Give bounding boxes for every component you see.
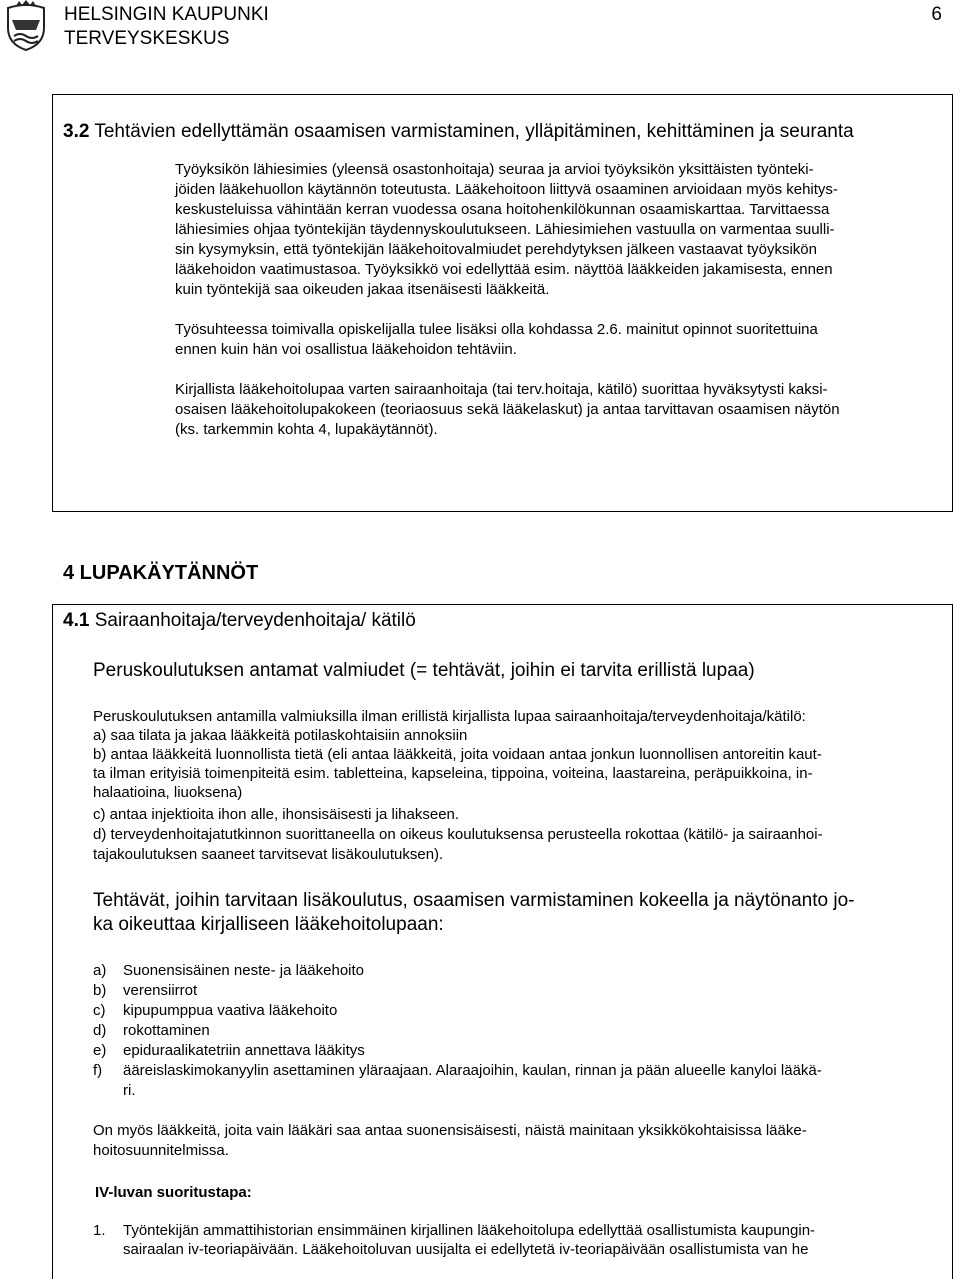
iv-list-text: Työntekijän ammattihistorian ensimmäinen kirjallinen lääkehoitolupa edellyttää osallistumista kaupungin-: [123, 1222, 816, 1239]
basic-line: ta ilman erityisiä toimenpiteitä esim. tabletteina, kapseleina, tippoina, voiteina, laastareina, peräpuikkoina, in-: [93, 765, 813, 782]
paragraph-line: lähiesimies ohjaa työntekijän täydennyskoulutukseen. Lähiesimiehen vastuulla on varmentaa suulli-: [175, 221, 835, 238]
basic-line: a) saa tilata ja jakaa lääkkeitä potilaskohtaisiin annoksiin: [93, 727, 468, 744]
helsinki-coat-of-arms-logo: [2, 0, 50, 52]
paragraph-line: osaisen lääkehoitolupakokeen (teoriaosuus sekä lääkelaskut) ja antaa tarvittavan osaamisen näytön: [175, 401, 840, 418]
list-item-text: rokottaminen: [123, 1022, 210, 1039]
iv-list-number: 1.: [93, 1222, 106, 1239]
section-title-text: Tehtävien edellyttämän osaamisen varmistaminen, ylläpitäminen, kehittäminen ja seuranta: [89, 121, 854, 142]
doctor-note-line: hoitosuunnitelmissa.: [93, 1142, 229, 1159]
paragraph-line: Työyksikön lähiesimies (yleensä osastonhoitaja) seuraa ja arvioi työyksikön yksittäisten työnteki-: [175, 161, 814, 178]
paragraph-line: Työsuhteessa toimivalla opiskelijalla tulee lisäksi olla kohdassa 2.6. mainitut opinnot suoritettuina: [175, 321, 818, 338]
basic-line: b) antaa lääkkeitä luonnollista tietä (eli antaa lääkkeitä, joita voidaan antaa jonkun luonnollisen antoreitin kaut-: [93, 746, 822, 763]
basic-line: halaatioina, liuoksena): [93, 784, 243, 801]
section-number: 3.2: [63, 121, 90, 142]
paragraph-line: jöiden lääkehuollon käytännön toteutusta. Lääkehoitoon liittyvä osaaminen arvioidaan myös kehitys-: [175, 181, 838, 198]
chapter-4-heading: 4 LUPAKÄYTÄNNÖT: [63, 562, 259, 584]
section-4-1-box: [52, 604, 953, 1279]
list-item-text: kipupumppua vaativa lääkehoito: [123, 1002, 338, 1019]
paragraph-line: keskusteluissa vähintään kerran vuodessa osana hoitohenkilökunnan osaamiskarttaa. Tarvittaessa: [175, 201, 830, 218]
list-item-text: epiduraalikatetriin annettava lääkitys: [123, 1042, 365, 1059]
section-4-1-title: [63, 609, 416, 633]
subheading-additional-training: Tehtävät, joihin tarvitaan lisäkoulutus, osaamisen varmistaminen kokeella ja näytönanto jo-: [93, 890, 855, 911]
paragraph-line: sin kysymyksin, että työntekijän lääkehoitovalmiudet perehdytyksen jälkeen vastaavat työyksikön: [175, 241, 817, 258]
basic-line: c) antaa injektioita ihon alle, ihonsisäisesti ja lihakseen.: [93, 806, 460, 823]
list-item-letter: e): [93, 1042, 107, 1059]
doctor-note-line: On myös lääkkeitä, joita vain lääkäri saa antaa suonensisäisesti, näistä mainitaan yksikkökohtaisissa lääke-: [93, 1122, 807, 1139]
paragraph-line: lääkehoidon vaatimustasoa. Työyksikkö voi edellyttää esim. näyttöä lääkkeiden jakamisesta, ennen: [175, 261, 833, 278]
list-item-text: verensiirrot: [123, 982, 198, 999]
paragraph-line: kuin työntekijä saa oikeuden jakaa itsenäisesti lääkkeitä.: [175, 281, 550, 298]
basic-line: d) terveydenhoitajatutkinnon suorittaneella on oikeus koulutuksensa perusteella rokottaa (kätilö- ja sairaanhoi-: [93, 826, 823, 843]
list-item-text: Suonensisäinen neste- ja lääkehoito: [123, 962, 365, 979]
paragraph-line: ennen kuin hän voi osallistua lääkehoidon tehtäviin.: [175, 341, 517, 358]
list-item-letter: c): [93, 1002, 106, 1019]
organization-name: HELSINGIN KAUPUNKI: [64, 4, 269, 25]
list-item-letter: d): [93, 1022, 107, 1039]
paragraph-line: (ks. tarkemmin kohta 4, lupakäytännöt).: [175, 421, 438, 438]
list-item-letter: a): [93, 962, 107, 979]
basic-line: Peruskoulutuksen antamilla valmiuksilla ilman erillistä kirjallista lupaa sairaanhoitaja/terveydenhoitaja/kätilö:: [93, 708, 806, 725]
page-number: 6: [931, 4, 942, 25]
department-name: TERVEYSKESKUS: [64, 28, 230, 49]
list-item-letter: f): [93, 1062, 103, 1079]
section-title-text: Sairaanhoitaja/terveydenhoitaja/ kätilö: [89, 610, 416, 631]
basic-line: tajakoulutuksen saaneet tarvitsevat lisäkoulutuksen).: [93, 846, 444, 863]
section-number: 4.1: [63, 610, 90, 631]
list-item-text: ääreislaskimokanyylin asettaminen yläraajaan. Alaraajoihin, kaulan, rinnan ja pään alueelle kanyloi lääkä-: [123, 1062, 822, 1079]
iv-license-heading: IV-luvan suoritustapa:: [95, 1184, 252, 1201]
list-item-text-cont: ri.: [123, 1082, 136, 1099]
section-3-2-title: [63, 121, 854, 143]
paragraph-line: Kirjallista lääkehoitolupaa varten sairaanhoitaja (tai terv.hoitaja, kätilö) suorittaa hyväksytysti kaksi-: [175, 381, 828, 398]
subheading-additional-training-cont: ka oikeuttaa kirjalliseen lääkehoitolupaan:: [93, 914, 444, 935]
iv-list-text-cont: sairaalan iv-teoriapäivään. Lääkehoitoluvan uusijalta ei edellytetä iv-teoriapäivään osallistumista van he: [123, 1241, 809, 1258]
list-item-letter: b): [93, 982, 107, 999]
subheading-basic-skills: Peruskoulutuksen antamat valmiudet (= tehtävät, joihin ei tarvita erillistä lupaa): [93, 660, 755, 681]
section-3-2-box: [52, 94, 953, 512]
